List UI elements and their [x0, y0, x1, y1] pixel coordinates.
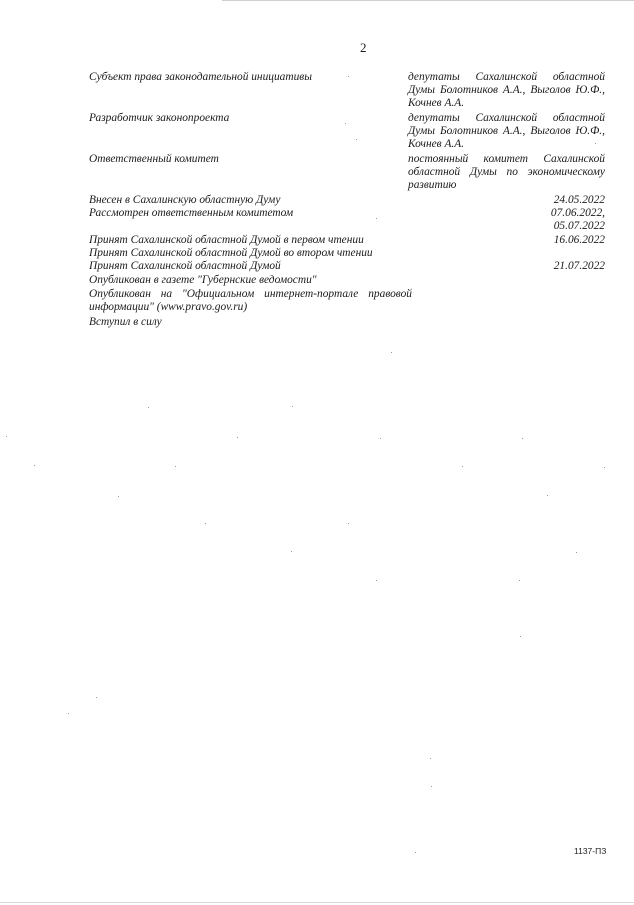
first-reading-label: Принят Сахалинской областной Думой в первом чтении [89, 234, 364, 246]
reviewed-dates [551, 207, 605, 233]
reviewed-date: 05.07.2022 [553, 220, 605, 233]
committee-value-line: постоянный комитет Сахалинской [408, 153, 605, 165]
row-committee [89, 153, 605, 193]
row-submitted [89, 194, 605, 208]
row-entered-force [89, 316, 605, 330]
row-developer [89, 112, 605, 152]
row-published-gazette [89, 274, 605, 288]
scan-top-edge [222, 0, 634, 1]
developer-value-line: Кочнев А.А. [408, 138, 465, 151]
adopted-label: Принят Сахалинской областной Думой [89, 260, 281, 272]
page-number: 2 [360, 40, 367, 55]
committee-value [408, 153, 605, 193]
adopted-date: 21.07.2022 [553, 260, 605, 272]
published-portal-line: информации" (www.pravo.gov.ru) [89, 301, 248, 314]
committee-value-line: развитию [408, 179, 457, 192]
row-published-portal [89, 288, 605, 316]
published-gazette-label: Опубликован в газете "Губернские ведомости" [89, 274, 317, 286]
submitted-date: 24.05.2022 [553, 194, 605, 206]
row-adopted [89, 260, 605, 274]
published-portal-line: Опубликован на "Официальном интернет-портале правовой [89, 288, 412, 300]
developer-label: Разработчик законопроекта [89, 112, 230, 124]
row-reviewed [89, 207, 605, 235]
committee-label: Ответственный комитет [89, 153, 219, 165]
submitted-label: Внесен в Сахалинскую областную Думу [89, 194, 281, 206]
committee-value-line: областной Думы по экономическому [408, 166, 605, 179]
entered-force-label: Вступил в силу [89, 316, 162, 328]
developer-value-line: Думы Болотников А.А., Выголов Ю.Ф., [408, 125, 605, 138]
first-reading-date: 16.06.2022 [553, 234, 605, 246]
subject-value-line: Кочнев А.А. [408, 97, 465, 110]
subject-value [408, 71, 605, 111]
second-reading-label: Принят Сахалинской областной Думой во втором чтении [89, 247, 373, 259]
scan-bottom-edge [0, 902, 634, 903]
subject-value-line: депутаты Сахалинской областной [408, 71, 605, 83]
published-portal-label [89, 288, 412, 314]
row-subject [89, 71, 605, 111]
developer-value [408, 112, 605, 152]
document-code: 1137-ПЗ [574, 846, 607, 856]
row-first-reading [89, 234, 605, 248]
reviewed-label: Рассмотрен ответственным комитетом [89, 207, 294, 219]
subject-value-line: Думы Болотников А.А., Выголов Ю.Ф., [408, 84, 605, 97]
developer-value-line: депутаты Сахалинской областной [408, 112, 605, 124]
reviewed-date: 07.06.2022, [550, 207, 605, 219]
row-second-reading [89, 247, 605, 261]
subject-label: Субъект права законодательной инициативы [89, 71, 312, 83]
